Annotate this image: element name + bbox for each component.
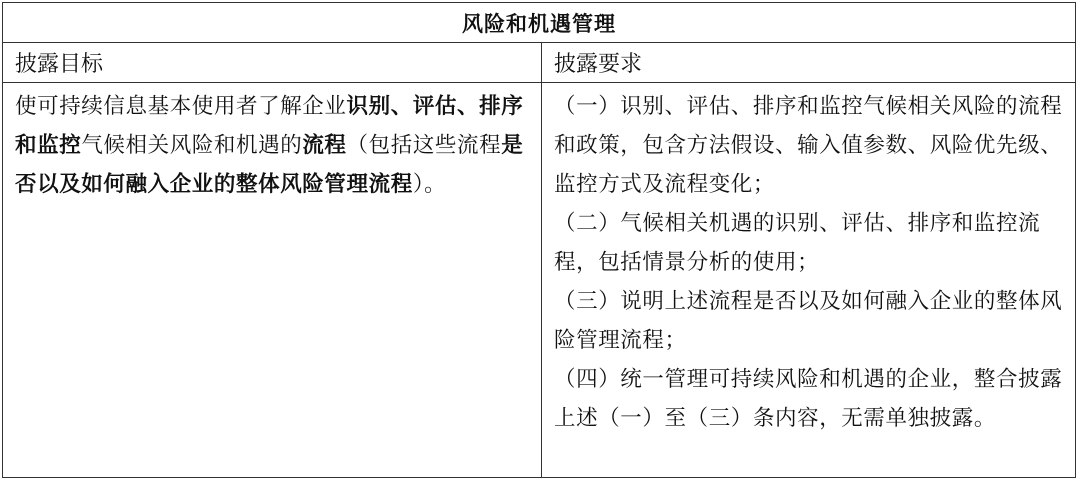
requirement-item-3: （三）说明上述流程是否以及如何融入企业的整体风险管理流程； bbox=[554, 289, 1063, 353]
requirement-item-1: （一）识别、评估、排序和监控气候相关风险的流程和政策，包含方法假设、输入值参数、风险优先级、监控方式及流程变化； bbox=[554, 94, 1063, 197]
objective-text-segment: （包括这些流程 bbox=[346, 133, 502, 158]
objective-text-segment-bold: 流程 bbox=[302, 133, 347, 158]
objective-text-segment: ）。 bbox=[412, 172, 447, 197]
objective-text-segment: 使可持续信息基本使用者了解企业 bbox=[15, 94, 347, 119]
header-disclosure-requirements: 披露要求 bbox=[542, 43, 1075, 83]
requirements-cell bbox=[542, 83, 1075, 477]
requirement-item-2: （二）气候相关机遇的识别、评估、排序和监控流程，包括情景分析的使用； bbox=[554, 211, 1041, 275]
disclosure-table bbox=[2, 2, 1076, 478]
objective-text-segment: 气候相关风险和机遇的 bbox=[81, 133, 303, 158]
requirement-item-4: （四）统一管理可持续风险和机遇的企业，整合披露上述（一）至（三）条内容，无需单独披露。 bbox=[554, 367, 1063, 431]
header-disclosure-objective: 披露目标 bbox=[3, 43, 542, 83]
table-title: 风险和机遇管理 bbox=[3, 3, 1075, 43]
objective-cell bbox=[3, 83, 542, 477]
objective-text-segment-bold: 是否以及如何融入企业的整体风险管理流程 bbox=[15, 133, 524, 197]
objective-text-segment-bold: 识别、评估、排序和监控 bbox=[15, 94, 524, 158]
